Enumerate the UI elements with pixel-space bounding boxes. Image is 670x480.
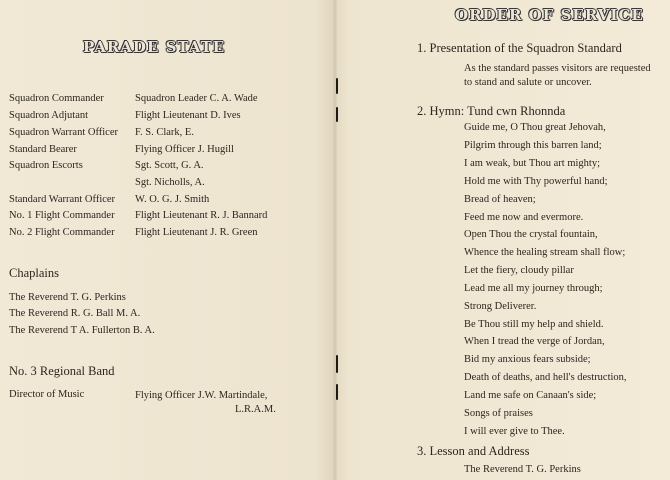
hymn-line: Feed me now and evermore. — [464, 212, 584, 223]
officer-row — [9, 207, 267, 224]
officer-role: Standard Warrant Officer — [9, 194, 116, 205]
officer-row — [9, 141, 234, 158]
binding-mark — [336, 384, 338, 400]
officer-name: Flying Officer J. Hugill — [135, 144, 234, 155]
officer-name: W. O. G. J. Smith — [135, 194, 210, 205]
officer-name: Sgt. Nicholls, A. — [135, 177, 205, 188]
officer-name: Squadron Leader C. A. Wade — [135, 93, 258, 104]
hymn-line: Strong Deliverer. — [464, 301, 537, 312]
hymn-line: Land me safe on Canaan's side; — [464, 390, 597, 401]
officer-role: Squadron Escorts — [9, 160, 83, 171]
chaplains-heading: Chaplains — [9, 266, 59, 280]
service-item-3-note: The Reverend T. G. Perkins — [464, 464, 581, 475]
hymn-line: Let the fiery, cloudy pillar — [464, 265, 574, 276]
officer-name: Flight Lieutenant D. Ives — [135, 110, 241, 121]
officer-row — [9, 124, 194, 141]
officer-name: F. S. Clark, E. — [135, 127, 194, 138]
officer-role: No. 1 Flight Commander — [9, 210, 115, 221]
hymn-line: I will ever give to Thee. — [464, 426, 565, 437]
service-item-2: 2. Hymn: Tund cwn Rhonnda — [417, 104, 566, 118]
officer-row — [9, 224, 257, 241]
service-item-3: 3. Lesson and Address — [417, 444, 530, 458]
chaplain-name: The Reverend T. G. Perkins — [9, 292, 126, 303]
director-qualifications: L.R.A.M. — [235, 404, 276, 415]
officer-row — [9, 90, 258, 107]
hymn-line: Lead me all my journey through; — [464, 283, 603, 294]
parade-state-title: PARADE STATE — [83, 38, 226, 56]
officer-name: Flight Lieutenant J. R. Green — [135, 227, 258, 238]
officer-name: Flight Lieutenant R. J. Bannard — [135, 210, 268, 221]
binding-mark — [336, 78, 338, 94]
chaplain-name: The Reverend T A. Fullerton B. A. — [9, 325, 155, 336]
officer-role: Squadron Commander — [9, 93, 104, 104]
hymn-line: Death of deaths, and hell's destruction, — [464, 372, 627, 383]
hymn-line: Bid my anxious fears subside; — [464, 354, 591, 365]
hymn-line: I am weak, but Thou art mighty; — [464, 158, 600, 169]
binding-mark — [336, 355, 338, 373]
service-item-1: 1. Presentation of the Squadron Standard — [417, 41, 622, 55]
hymn-verse-1 — [464, 119, 608, 227]
hymn-line: Be Thou still my help and shield. — [464, 319, 604, 330]
officer-role: No. 2 Flight Commander — [9, 227, 115, 238]
officer-row — [9, 174, 205, 191]
hymn-line: Hold me with Thy powerful hand; — [464, 176, 608, 187]
officer-role: Squadron Warrant Officer — [9, 127, 118, 138]
officer-role: Standard Bearer — [9, 144, 77, 155]
service-item-1-note — [464, 62, 651, 90]
hymn-line: Songs of praises — [464, 408, 533, 419]
hymn-line: Whence the healing stream shall flow; — [464, 247, 626, 258]
note-line: As the standard passes visitors are requested — [464, 63, 651, 74]
hymn-line: Guide me, O Thou great Jehovah, — [464, 122, 606, 133]
director-details — [135, 389, 276, 417]
order-of-service-title: ORDER OF SERVICE — [455, 6, 644, 24]
hymn-line: When I tread the verge of Jordan, — [464, 336, 605, 347]
chaplain-name: The Reverend R. G. Ball M. A. — [9, 308, 141, 319]
hymn-line: Bread of heaven; — [464, 194, 536, 205]
hymn-verse-2 — [464, 226, 625, 334]
band-heading: No. 3 Regional Band — [9, 364, 115, 378]
hymn-line: Pilgrim through this barren land; — [464, 140, 602, 151]
director-name: Flying Officer J.W. Martindale, — [135, 390, 268, 401]
officer-name: Sgt. Scott, G. A. — [135, 160, 204, 171]
officer-role: Squadron Adjutant — [9, 110, 89, 121]
binding-mark — [336, 107, 338, 122]
director-role: Director of Music — [9, 389, 85, 400]
hymn-line: Open Thou the crystal fountain, — [464, 229, 598, 240]
officer-row — [9, 107, 241, 124]
note-line: to stand and salute or uncover. — [464, 77, 592, 88]
officer-row — [9, 191, 209, 208]
page-fold — [333, 0, 337, 480]
hymn-verse-3 — [464, 333, 627, 441]
officer-row — [9, 157, 204, 174]
